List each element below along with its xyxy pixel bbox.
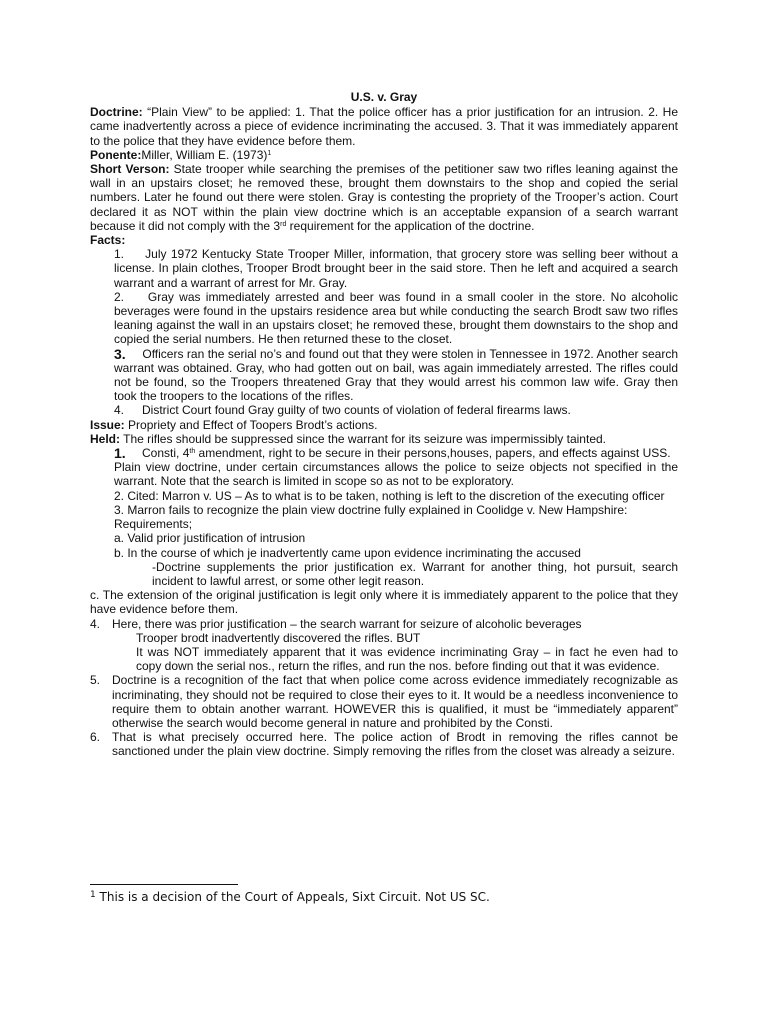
ponente-text: Miller, William E. (1973)	[141, 147, 268, 162]
facts-label: Facts:	[90, 233, 126, 248]
short-version-text-b: requirement for the application of the doctrine.	[286, 218, 535, 233]
footnote-mark: 1	[90, 890, 96, 900]
list-text: That is what precisely occurred here. The police action of Brodt in removing the rifles cannot be sanctioned under the plain view doctrine. Simply removing the rifles from the closet was already a seizure.	[112, 730, 678, 759]
held-item-2: 2. Cited: Marron v. US – As to what is to be taken, nothing is left to the discretion of the executing officer	[114, 488, 665, 503]
doctrine-text: “Plain View” to be applied: 1. That the police officer has a prior justification for an intrusion. 2. He came inadvertently across a piece of evidence incriminating the accused. 3. That it was immediately apparent to the police that they have evidence before them.	[90, 105, 678, 148]
fact-text	[114, 290, 678, 347]
requirement-b: b. In the course of which je inadvertently came upon evidence incriminating the accused	[114, 545, 581, 560]
held-item-3: 3. Marron fails to recognize the plain view doctrine fully explained in Coolidge v. New Hampshire:	[114, 502, 628, 517]
held-text: The rifles should be suppressed since the warrant for its seizure was impermissibly tainted.	[120, 431, 606, 446]
held-item-1	[90, 446, 678, 460]
issue-label: Issue:	[90, 417, 125, 432]
facts-heading	[90, 233, 678, 247]
issue-text: Propriety and Effect of Toopers Brodt’s actions.	[124, 417, 378, 432]
short-version-sup: rd	[280, 220, 287, 228]
fact-item-4	[90, 403, 678, 417]
short-version-paragraph	[90, 162, 678, 233]
fact-item-1	[90, 247, 678, 290]
held-i1-a: Consti, 4	[142, 446, 190, 461]
list-item-4-continuation-2: It was NOT immediately apparent that it was evidence incriminating Gray – in fact he even had to copy down the serial nos., return the rifles, and run the nos. before finding out that it was evidence.	[136, 644, 678, 674]
fact-text-2: Gray was immediately arrested and beer was found in a small cooler in the store. No alcoholic beverages were found in the upstairs residence area but while conducting the search Brodt saw two rifles leaning against the wall in an upstairs closet; he removed these, brought them downstairs to the shop and copied the serial numbers. He then returned these to the closet.	[114, 289, 678, 347]
requirement-a: a. Valid prior justification of intrusion	[114, 531, 306, 546]
list-item-5	[90, 673, 678, 730]
list-text: Doctrine is a recognition of the fact that when police come across evidence immediately recognizable as incriminating, they should not be required to close their eyes to it. It would be a needless inconvenience to require them to obtain another warrant. HOWEVER this is qualified, it must be “immediately apparent” otherwise the search would become general in nature and prohibited by the Consti.	[112, 673, 678, 730]
doctrine-paragraph	[90, 105, 678, 148]
list-number: 6.	[90, 730, 101, 745]
list-item-4	[90, 617, 678, 631]
ponente-paragraph	[90, 148, 678, 162]
held-i1-sup: th	[189, 448, 196, 456]
held-text-1	[114, 446, 678, 460]
fact-number: 2.	[114, 289, 125, 304]
list-text: Here, there was prior justification – the search warrant for seizure of alcoholic beverages	[112, 616, 582, 631]
fact-text-1: July 1972 Kentucky State Trooper Miller, information, that grocery store was selling beer without a license. In plain clothes, Trooper Brodt brought beer in the said store. Then he left and acquired a search warrant and a warrant of arrest for Mr. Gray.	[114, 247, 678, 290]
short-version-text-a: State trooper while searching the premises of the petitioner saw two rifles leaning against the wall in an upstairs closet; he removed these, brought them downstairs to the shop and copied the serial numbers. Later he found out there were stolen. Gray is contesting the propriety of the Trooper’s action. Court declared it as NOT within the plain view doctrine which is an acceptable expansion of a search warrant because it did not comply with the 3	[90, 162, 678, 233]
footnote-text: This is a decision of the Court of Appeals, Sixt Circuit. Not US SC.	[95, 890, 490, 904]
fact-number: 1.	[114, 247, 125, 262]
footnote-ref: 1	[267, 149, 272, 157]
list-item-6	[90, 730, 678, 758]
fact-text	[114, 247, 678, 290]
footnote-separator	[90, 884, 238, 885]
footnote	[90, 890, 490, 904]
fact-item-3	[90, 347, 678, 404]
requirements-label: Requirements;	[114, 517, 193, 532]
requirement-c: c. The extension of the original justification is legit only where it is immediately apparent to the police that they have evidence before them.	[90, 588, 678, 617]
fact-item-2	[90, 290, 678, 347]
issue-paragraph	[90, 418, 678, 432]
page-title: U.S. v. Gray	[350, 90, 418, 104]
list-number: 4.	[90, 616, 101, 631]
fact-text-3: Officers ran the serial no’s and found out that they were stolen in Tennessee in 1972. Another search warrant was obtained. Gray, who had gotten out on bail, was again immediately arrested. The rifles could not be found, so the Troopers threatened Gray that they would arrest his common law wife. Gray then took the troopers to the locations of the rifles.	[114, 346, 678, 404]
list-item-4-continuation-1: Trooper brodt inadvertently discovered the rifles. BUT	[136, 630, 421, 645]
held-item-1-continuation: Plain view doctrine, under certain circumstances allows the police to seize objects not specified in the warrant. Note that the search is limited in scope so as not to be exploratory.	[114, 460, 678, 489]
fact-number: 3.	[114, 345, 126, 362]
fact-text	[114, 347, 678, 404]
short-version-label: Short Verson:	[90, 162, 170, 177]
fact-text-4: District Court found Gray guilty of two counts of violation of federal firearms laws.	[142, 403, 571, 418]
held-label: Held:	[90, 431, 120, 446]
document-body	[90, 90, 678, 759]
doctrine-label: Doctrine:	[90, 105, 143, 120]
requirement-b-subtext: -Doctrine supplements the prior justification ex. Warrant for another thing, hot pursuit, search incident to lawful arrest, or some other legit reason.	[152, 559, 678, 588]
fact-number: 4.	[114, 403, 125, 418]
held-paragraph	[90, 432, 678, 446]
list-number: 5.	[90, 673, 101, 688]
held-number-1: 1.	[114, 445, 126, 462]
fact-text	[114, 403, 678, 417]
held-i1-b: amendment, right to be secure in their persons,houses, papers, and effects against USS.	[195, 446, 671, 461]
ponente-label: Ponente:	[90, 147, 142, 162]
